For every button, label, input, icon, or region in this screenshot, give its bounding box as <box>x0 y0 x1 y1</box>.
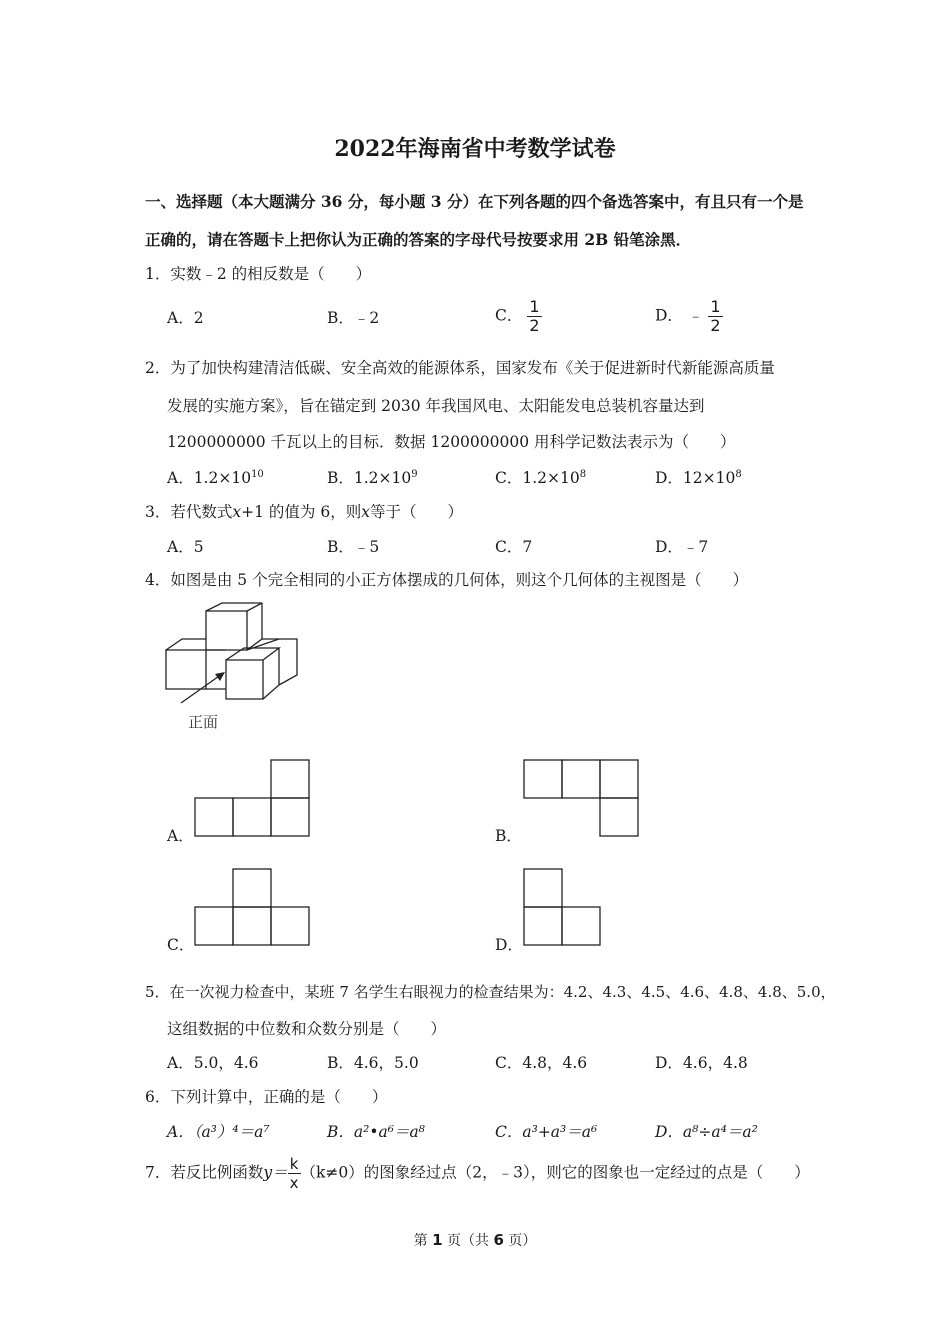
q6-option-a: A．（a³）⁴＝a⁷ <box>167 1123 270 1141</box>
footer-post: 页） <box>503 1233 537 1249</box>
q7-stem-pre: 7．若反比例函数 <box>145 1163 264 1182</box>
q3-stem-post: 等于（ ） <box>369 503 463 521</box>
option-text: D．12×10 <box>655 469 736 487</box>
q5-line2: 这组数据的中位数和众数分别是（ ） <box>167 1020 447 1038</box>
q1-option-d-sign: ﹣ <box>687 306 704 325</box>
fraction-numerator: k <box>288 1155 301 1174</box>
q3-option-b: B．﹣5 <box>327 538 380 556</box>
option-text: B．1.2×10 <box>327 469 412 487</box>
q5-option-c: C．4.8，4.6 <box>495 1054 588 1072</box>
exponent: 8 <box>579 468 587 480</box>
q1-option-a: A．2 <box>167 309 204 327</box>
q2-option-c <box>495 466 586 488</box>
q2-option-b <box>327 466 418 488</box>
q1-option-c-label: C． <box>495 306 523 325</box>
q4-option-b-figure <box>523 759 643 839</box>
section-header-line1: 一、选择题（本大题满分 36 分，每小题 3 分）在下列各题的四个备选答案中，有且只有一个是 <box>145 192 804 211</box>
q5-option-a: A．5.0，4.6 <box>167 1054 259 1072</box>
q4-option-c: C． <box>167 936 195 954</box>
q2-line3: 1200000000 千瓦以上的目标．数据 1200000000 用科学记数法表示为（ ） <box>167 433 736 451</box>
q7-fraction <box>288 1155 301 1192</box>
q5-option-b: B．4.6，5.0 <box>327 1054 419 1072</box>
q5-line1: 5．在一次视力检查中，某班 7 名学生右眼视力的检查结果为：4.2、4.3、4.5、4.6、4.8、4.8、5.0， <box>145 983 836 1001</box>
q1-option-b: B．﹣2 <box>327 309 380 327</box>
q4-option-c-figure <box>194 868 314 948</box>
option-text: C．1.2×10 <box>495 469 580 487</box>
variable: x <box>361 503 370 521</box>
q3-stem-pre: 3．若代数式 <box>145 503 233 521</box>
q1-stem: 1．实数﹣2 的相反数是（ ） <box>145 265 372 283</box>
q5-option-d: D．4.6，4.8 <box>655 1054 748 1072</box>
q1-option-c <box>495 298 542 335</box>
exponent: 10 <box>251 468 264 480</box>
q4-option-d: D． <box>495 936 523 954</box>
q7-stem-post: （k≠0）的图象经过点（2，﹣3），则它的图象也一定经过的点是（ ） <box>300 1163 810 1182</box>
front-view-label: 正面 <box>188 713 219 731</box>
exponent: 8 <box>735 468 742 480</box>
q7-stem <box>145 1155 810 1192</box>
q6-option-d: D．a⁸÷a⁴＝a² <box>655 1123 758 1141</box>
q3-stem-mid: +1 的值为 6，则 <box>241 503 362 521</box>
fraction-numerator: 1 <box>529 297 540 316</box>
section-header-line2: 正确的，请在答题卡上把你认为正确的答案的字母代号按要求用 2B 铅笔涂黑． <box>145 230 692 249</box>
q1-fraction-d <box>708 298 722 335</box>
q2-option-d <box>655 466 742 488</box>
fraction-denominator: 2 <box>529 316 540 335</box>
q4-option-a: A． <box>167 827 194 845</box>
page-total: 6 <box>493 1231 504 1249</box>
page-title: 2022年海南省中考数学试卷 <box>334 136 616 162</box>
exponent: 9 <box>411 468 418 480</box>
q1-option-d <box>655 298 723 335</box>
q3-option-d: D．﹣7 <box>655 538 709 556</box>
q4-option-a-figure <box>194 759 314 839</box>
page-number: 1 <box>432 1231 443 1249</box>
q2-line2: 发展的实施方案》，旨在锚定到 2030 年我国风电、太阳能发电总装机容量达到 <box>167 397 705 415</box>
q3-option-c: C．7 <box>495 538 533 556</box>
footer-mid: 页（共 <box>442 1233 494 1249</box>
q3-option-a: A．5 <box>167 538 204 556</box>
option-text: A．1.2×10 <box>167 469 252 487</box>
q4-option-d-figure <box>523 868 643 948</box>
cube-solid-figure <box>164 603 314 713</box>
q6-option-c: C．a³+a³＝a⁶ <box>495 1123 598 1141</box>
q6-stem: 6．下列计算中，正确的是（ ） <box>145 1088 388 1106</box>
q4-stem: 4．如图是由 5 个完全相同的小正方体摆成的几何体，则这个几何体的主视图是（ ） <box>145 571 749 589</box>
q6-option-b: B．a²•a⁶＝a⁸ <box>327 1123 425 1141</box>
q4-option-b: B． <box>495 827 522 845</box>
q3-stem <box>145 500 463 522</box>
q2-line1: 2．为了加快构建清洁低碳、安全高效的能源体系，国家发布《关于促进新时代新能源高质量 <box>145 359 775 377</box>
q1-option-d-label: D． <box>655 306 683 325</box>
fraction-denominator: x <box>289 1174 299 1192</box>
page-footer <box>0 1230 950 1250</box>
q2-option-a <box>167 466 264 488</box>
q1-fraction-c <box>527 298 541 335</box>
q7-function-y: y＝ <box>263 1163 288 1182</box>
fraction-numerator: 1 <box>710 297 721 316</box>
footer-pre: 第 <box>413 1233 433 1249</box>
fraction-denominator: 2 <box>710 316 721 335</box>
variable: x <box>232 503 242 521</box>
